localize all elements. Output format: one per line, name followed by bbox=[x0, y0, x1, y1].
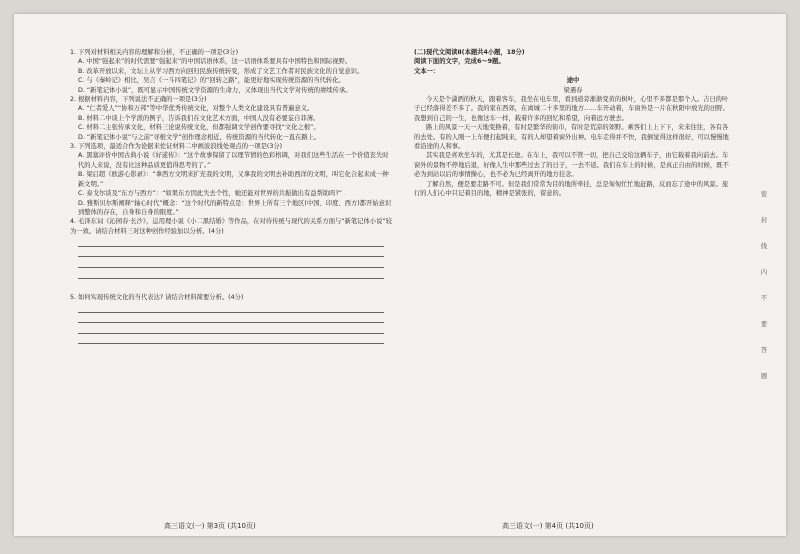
question-4 bbox=[70, 217, 392, 278]
answer-line[interactable] bbox=[78, 257, 384, 268]
answer-line[interactable] bbox=[78, 313, 384, 324]
exam-sheet bbox=[14, 14, 786, 536]
answer-line[interactable] bbox=[78, 236, 384, 247]
question-stem: 3. 下列选项，最适合作为论据来佐证材料二中画波浪线处观点的一项是(3分) bbox=[70, 143, 283, 151]
seal-char: 要 bbox=[760, 321, 768, 328]
option-c: C. 材料二主张传承文化，材料三论说传统文化，但都强调文学创作要寻找“文化之根”。 bbox=[78, 124, 320, 132]
option-d: D. “新笔记体小说”与之前“寻根文学”创作理念相近，传统资源的当代转化一直在路上。 bbox=[78, 133, 321, 141]
answer-line[interactable] bbox=[78, 334, 384, 345]
passage-paragraph: 路上的风景一天一天地变换着，有时是繁华的街市，有时是荒凉的郊野。乘客们上上下下，来来往往，各有各的去处。有的人刚一上车便打起盹来，有的人却望着窗外出神。电车走得并不快，我倒觉得这样很好，可以慢慢地看沿途的人和事。 bbox=[414, 124, 729, 151]
passage-author: 梁遇春 bbox=[563, 86, 583, 94]
text-label: 文本一： bbox=[414, 67, 440, 75]
option-d: D. 雅斯贝尔斯阐释“轴心时代”概念：“这个时代的新特点是：世界上所有三个地区(中国、印度、西方)都开始意识到整体的存在，自身和自身的限度。” bbox=[78, 199, 392, 216]
seal-char: 内 bbox=[760, 269, 768, 276]
seal-char: 线 bbox=[760, 243, 768, 250]
answer-line[interactable] bbox=[78, 302, 384, 313]
instruction: 阅读下面的文字，完成6～9题。 bbox=[414, 58, 505, 66]
answer-line[interactable] bbox=[78, 247, 384, 258]
section-heading: (二)现代文阅读Ⅱ(本题共4小题，18分) bbox=[414, 49, 525, 56]
option-d: D. “新笔记体小说”，既可显示中国传统文学资源的生命力，又体现出当代文学对传统的赓续传承。 bbox=[78, 86, 352, 94]
option-b: B. 材料二中谈上个学派的例子，告诉我们在文化艺术方面，中国人没有必要妄自菲薄。 bbox=[78, 114, 320, 122]
seal-char: 题 bbox=[760, 373, 768, 380]
page-footer-left: 高三语文(一) 第3页 (共10页) bbox=[164, 522, 256, 530]
answer-line[interactable] bbox=[78, 268, 384, 279]
passage-paragraph: 了解自然，便是要走路不可。但是我们常常为目的地所牵挂，总是匆匆忙忙地赶路，反而忘了途中的风景。旅行的人们心中只记着目的地，精神是紧张的，留意的。 bbox=[414, 180, 729, 198]
left-page bbox=[70, 48, 392, 344]
seal-line-notice bbox=[758, 182, 770, 390]
passage-paragraph: 今天是个潇洒的秋天，跟着客车，我坐在电车里，看到道旁渐渐变黄的树叶，心里不多都是那个人。吉日的叶子已经落得差不多了。我的家在西郊，在离城二十多里的地方……车开动着，车窗外是一片在秋阳中放光的田野。我想到自己的一生，也像这车一样，载着许多的回忆和希望，向着远方驶去。 bbox=[414, 96, 729, 122]
seal-char: 封 bbox=[760, 217, 768, 224]
seal-char: 密 bbox=[760, 191, 768, 198]
option-b: B. 改革开放以来，文坛上从学习西方向回归民族传统转变，形成了文艺工作者对民族文化的自觉意识。 bbox=[78, 67, 364, 75]
passage-paragraph: 其实我是喜欢坐车的，尤其是长途。在车上，我可以不管一切，把自己交给这辆车子，由它载着我向前去。车窗外的景物不停地后退，好像人生中那些过去了的日子，一去不返。我们在车上的时候，是真正自由的时候，既不必为到站以后的事情操心，也不必为已经离开的地方挂念。 bbox=[414, 152, 729, 179]
option-a: A. 黑塞评价中国古典小说《好逑传》：“这个故事保留了以理节情的色彩格调，对我们这些生活在一个价值丧失时代的人来说，没有比这种品质更值得思考的了。” bbox=[78, 152, 389, 169]
question-5 bbox=[70, 293, 392, 345]
answer-line[interactable] bbox=[78, 323, 384, 334]
passage-title: 途中 bbox=[566, 77, 580, 85]
seal-char: 答 bbox=[760, 347, 768, 354]
option-a: A. 中国“强起来”的时代需要“强起来”的中国话语体系，这一话语体系要具有中国特色和国际视野。 bbox=[78, 58, 352, 66]
option-c: C. 与《秦岭记》相比，吴言《一斗四笔记》的“回转之路”，能更好地实现传统资源的当代转化。 bbox=[78, 77, 345, 85]
question-2 bbox=[70, 95, 392, 142]
question-3 bbox=[70, 142, 392, 217]
question-1 bbox=[70, 48, 392, 95]
option-b: B. 梁启超《欧游心影录》：“拿西方文明来扩充我的文明，又拿我的文明去补助西洋的文明，叫它化合起来成一种新文明。” bbox=[78, 171, 389, 188]
option-a: A. “仁者爱人”“协和万邦”等中华优秀传统文化，对整个人类文化建设具有普遍意义。 bbox=[78, 105, 314, 113]
seal-char: 不 bbox=[760, 295, 768, 302]
question-stem: 5. 如何实现传统文化的当代表达? 请结合材料简要分析。(4分) bbox=[70, 293, 244, 301]
question-stem: 2. 根据材料内容，下列说法不正确的一项是(3分) bbox=[70, 96, 207, 104]
question-stem: 1. 下列对材料相关内容的理解和分析，不正确的一项是(3分) bbox=[70, 49, 239, 56]
option-c: C. 泰戈尔谈及“东方与西方”：“如果东方因此失去个性，她还能对世界的共振做出有益帮助吗?” bbox=[78, 190, 343, 198]
question-stem: 4. 毛泽东词《沁园春·长沙》，运用理小说《小二黑结婚》等作品，在对待传统与现代的关系方面与“新笔记体小说”较为一致。请结合材料三对这种创作经验加以分析。(4分) bbox=[70, 218, 392, 235]
page-footer-right: 高三语文(一) 第4页 (共10页) bbox=[502, 522, 594, 530]
right-page bbox=[414, 48, 732, 199]
